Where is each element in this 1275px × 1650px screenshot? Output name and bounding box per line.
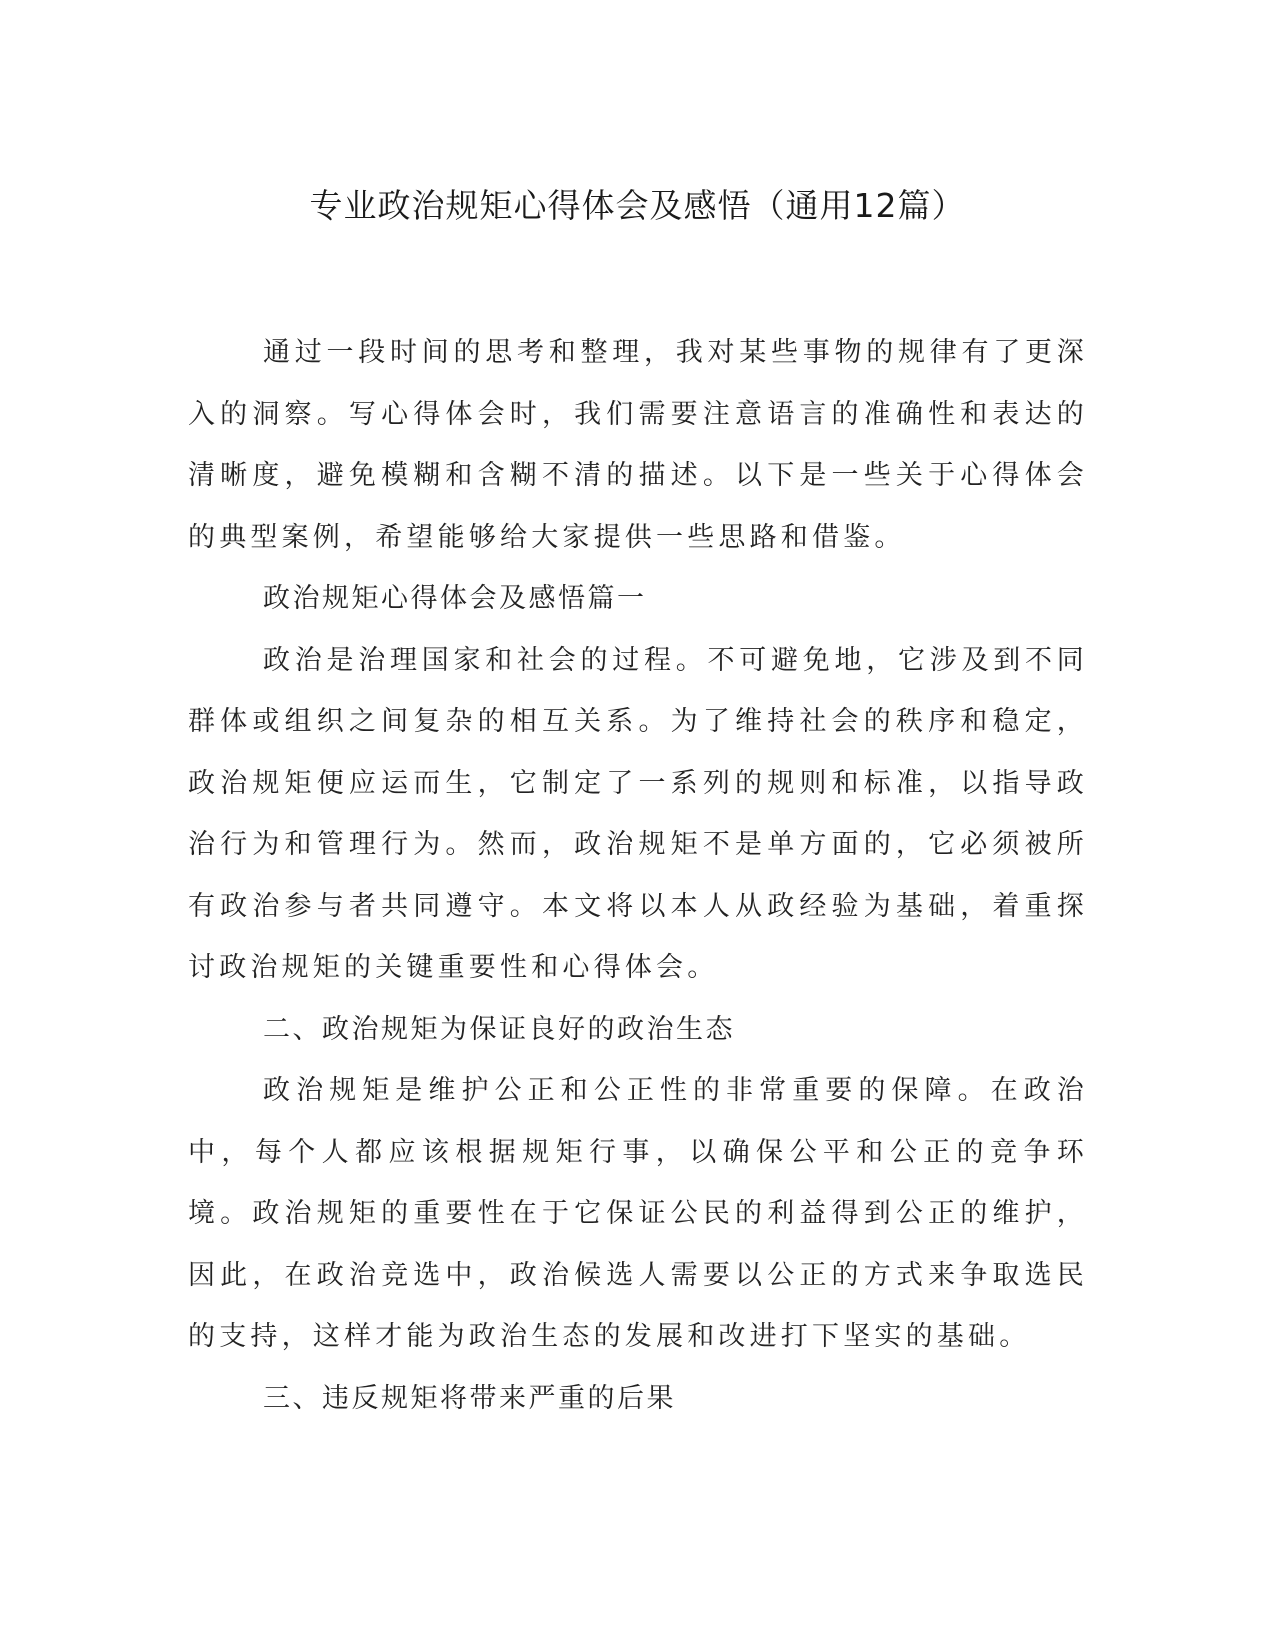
section-2-paragraph: 政治规矩是维护公正和公正性的非常重要的保障。在政治中，每个人都应该根据规矩行事，以确保公平和公正的竞争环境。政治规矩的重要性在于它保证公民的利益得到公正的维护，因此，在政治竞选中，政治候选人需要以公正的方式来争取选民的支持，这样才能为政治生态的发展和改进打下坚实的基础。 [188, 1075, 1088, 1352]
section-1-paragraph: 政治是治理国家和社会的过程。不可避免地，它涉及到不同群体或组织之间复杂的相互关系。为了维持社会的秩序和稳定，政治规矩便应运而生，它制定了一系列的规则和标准，以指导政治行为和管理行为。然而，政治规矩不是单方面的，它必须被所有政治参与者共同遵守。本文将以本人从政经验为基础，着重探讨政治规矩的关键重要性和心得体会。 [188, 644, 1088, 983]
intro-paragraph: 通过一段时间的思考和整理，我对某些事物的规律有了更深入的洞察。写心得体会时，我们需要注意语言的准确性和表达的清晰度，避免模糊和含糊不清的描述。以下是一些关于心得体会的典型案例，希望能够给大家提供一些思路和借鉴。 [188, 337, 1088, 553]
document-body [188, 322, 1088, 1429]
section-3-heading: 三、违反规矩将带来严重的后果 [263, 1382, 676, 1414]
document-title: 专业政治规矩心得体会及感悟（通用12篇） [309, 186, 966, 225]
section-1-heading: 政治规矩心得体会及感悟篇一 [263, 583, 647, 614]
section-2-heading: 二、政治规矩为保证良好的政治生态 [263, 1013, 735, 1045]
